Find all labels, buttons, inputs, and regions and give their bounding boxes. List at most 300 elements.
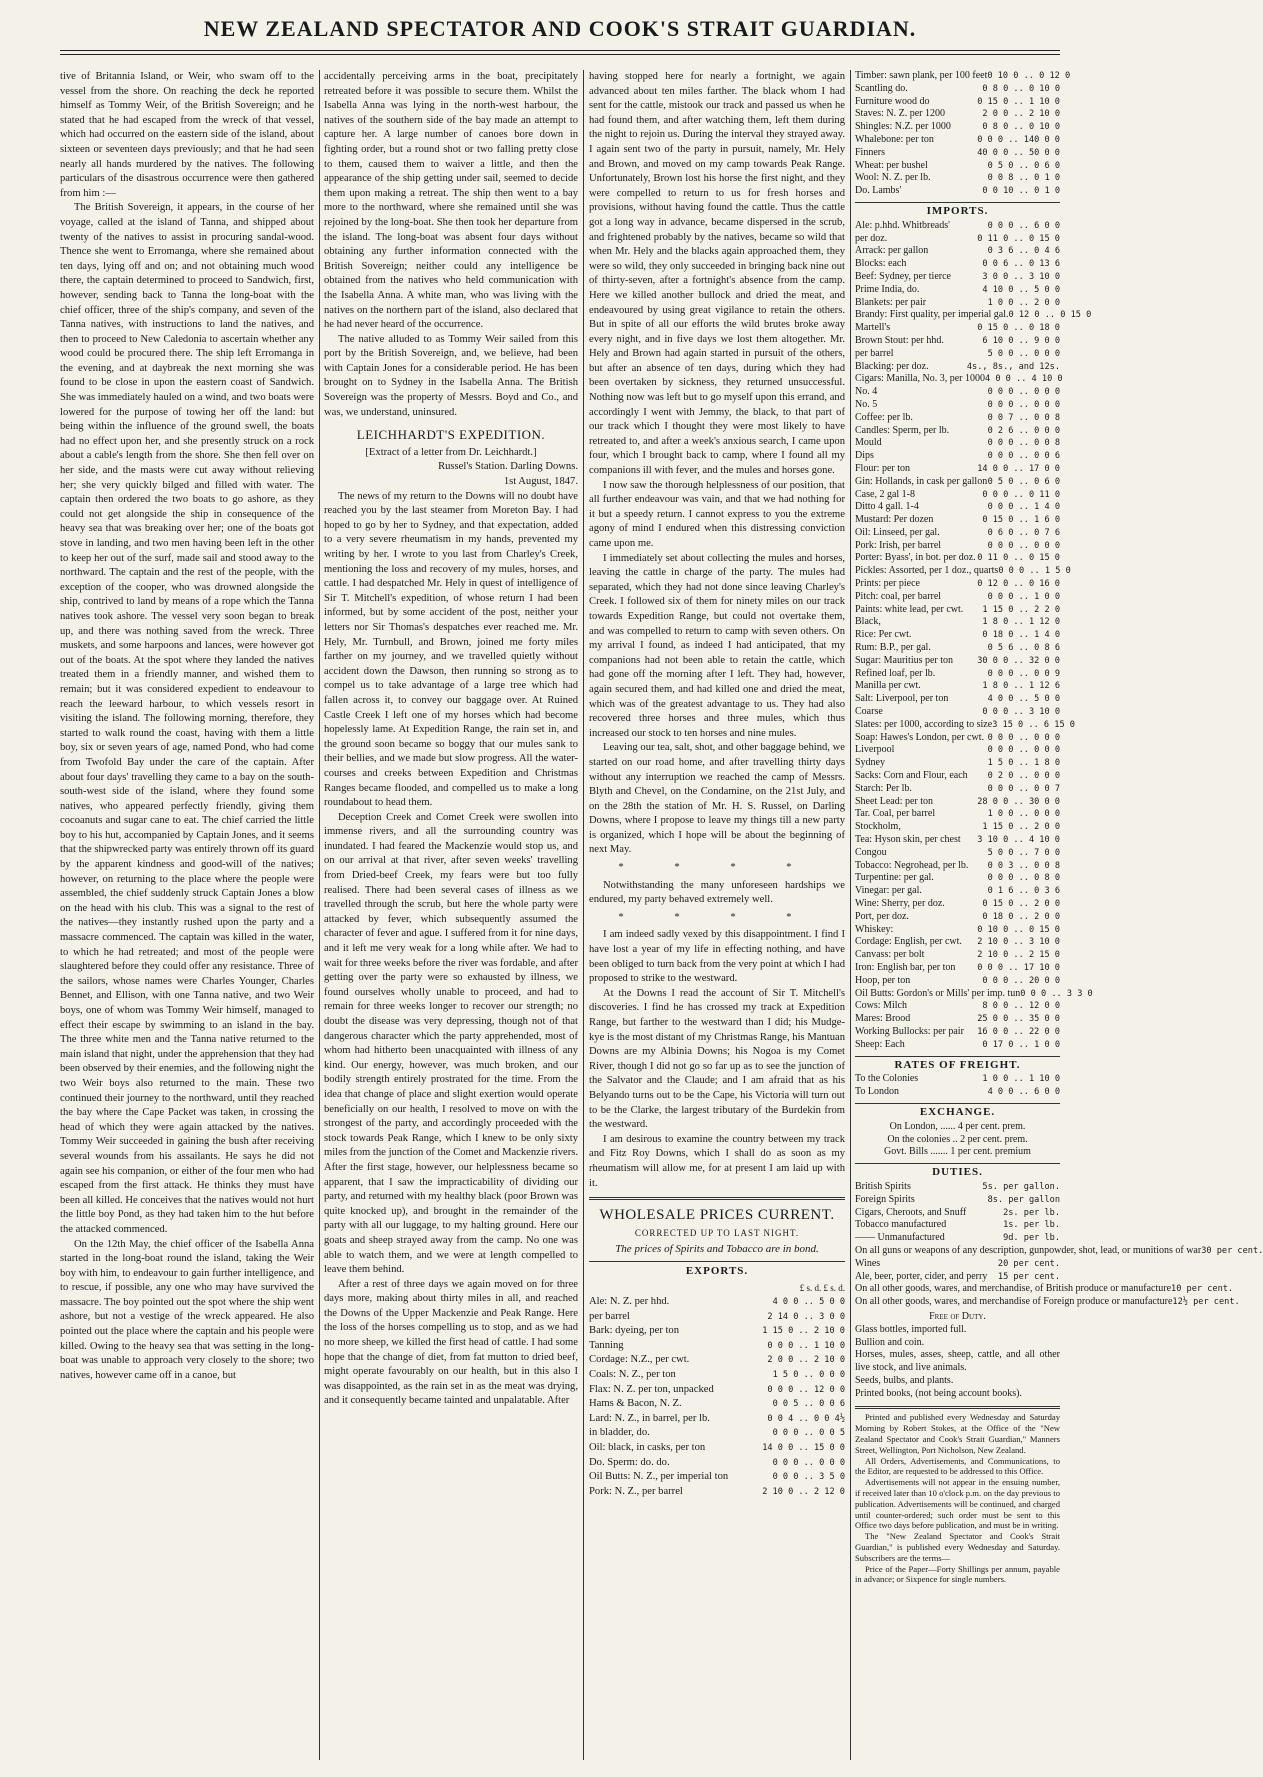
export-price-row [589,1295,845,1310]
price-value: 0 0 0 .. 140 0 0 [977,134,1060,145]
column-1 [60,70,314,1760]
price-label: Furniture wood do [855,95,930,107]
price-label: Flax: N. Z. per ton, unpacked [589,1383,714,1395]
import-price-row [855,680,1060,693]
price-value: 16 0 0 .. 22 0 0 [977,1026,1060,1037]
price-value: 4 0 0 .. 5 0 0 [987,694,1060,705]
price-label: —— Unmanufactured [855,1232,945,1244]
price-label: Coals: N. Z., per ton [589,1369,676,1381]
duty-row [855,1244,1263,1258]
price-value: 0 0 0 .. 1 0 0 [987,591,1060,602]
duty-row [855,1296,1240,1309]
export-price-row [855,134,1060,147]
import-price-row [855,425,1060,438]
exchange-heading: EXCHANGE. [855,1103,1060,1119]
price-label: Black, [855,616,881,628]
price-value: 0 15 0 .. 1 6 0 [982,515,1060,526]
import-price-row [855,693,1060,706]
price-value: 2 0 0 .. 2 10 0 [982,109,1060,120]
price-label: Wool: N. Z. per lb. [855,172,931,184]
export-price-row [855,121,1060,134]
imports-heading: IMPORTS. [855,202,1060,218]
export-price-row [589,1310,845,1325]
price-label: Soap: Hawes's London, per cwt. [855,731,984,743]
price-label: Scantling do. [855,82,908,94]
free-item: Bullion and coin. [855,1336,925,1348]
import-price-row [855,373,1063,386]
article-heading: LEICHHARDT'S EXPEDITION. [356,427,546,443]
import-price-row [855,744,1060,757]
duty-row [855,1283,1234,1296]
import-price-row [855,847,1060,860]
price-label: Refined loaf, per lb. [855,667,936,679]
exports-heading: EXPORTS. [589,1261,845,1279]
prices-divider [589,1197,845,1200]
price-label: Wine: Sherry, per doz. [855,898,945,909]
price-value: 0 15 0 .. 2 0 0 [982,899,1060,909]
price-value: 0 0 5 .. 0 0 6 [772,1399,845,1410]
price-value: 3 10 0 .. 4 10 0 [977,835,1060,846]
price-label: Pork: Irish, per barrel [855,539,942,551]
paragraph: The news of my return to the Downs will no doubt have reached you by the last steamer from Moreton Bay. I had hoped to go by her to Sydney, and that expectation, added to a very severe rheumatism in my hands, prevented my writing by her. I wrote to you last from Charley's Creek, mentioning the loss and recovery of my mules, horses, and cattle. I had despatched Mr. Hely in quest of intelligence of Sir T. Mitchell's expedition, of whose return I had been informed, but by some accident of the post, neither your letters nor Sir Thomas's despatches ever reached me. Mr. Hely, Mr. Turnbull, and Brown, joined me forty miles farther on my journey, and we travelled quietly without accident down the Dawson, then running so strong as to compel us to take advantage of a large tree which had fallen across it, to convey our baggage over. At Ruined Castle Creek I left one of my horses which had become hopelessly lame. At Expedition Range, the rain set in, and the ground soon became so boggy that our mules sank to their bellies, and we made but slow progress. All the water-courses and creeks between Expedition and Christmas Ranges became flooded, and compelled us to make a long roundabout to head them. [324,490,578,809]
export-price-row [855,160,1060,173]
price-value: 1 0 0 .. 0 0 0 [987,809,1060,820]
import-price-row [855,258,1060,271]
price-label: Arrack: per gallon [855,245,929,257]
import-price-row [855,386,1060,399]
export-price-row [855,172,1060,185]
price-value: 0 0 0 .. 0 0 9 [987,668,1060,679]
import-price-row [855,578,1060,591]
price-value: 0 0 0 .. 17 10 0 [977,962,1060,973]
price-label: Whiskey: [855,923,894,935]
freight-list [855,1073,1060,1099]
price-value: 3 0 0 .. 3 10 0 [982,271,1060,282]
price-label: Manilla per cwt. [855,680,921,692]
price-label: Mares: Brood [855,1013,911,1025]
article-note: [Extract of a letter from Dr. Leichhardt.] [365,446,537,458]
import-price-row [855,540,1060,553]
import-price-row [855,501,1060,514]
price-value: 0 2 0 .. 0 0 0 [987,771,1060,782]
price-label: Paints: white lead, per cwt. [855,603,964,615]
import-price-row [855,348,1060,361]
column-divider [583,70,584,1760]
price-value: 10 per cent. [1171,1284,1234,1295]
price-value: 4 0 0 .. 6 0 0 [987,1087,1060,1098]
price-value: 0 0 0 .. 20 0 0 [982,975,1060,986]
duties-list [855,1180,1263,1309]
price-label: Tanning [589,1339,624,1351]
paragraph: After a rest of three days we again moved on for three days more, making about thirty miles in all, and reached the Downs of the Upper Mackenzie and Peak Range. Here the loss of the horses compelling us to stop, and as we had no more sheep, we killed the first head of cattle. I had some hope that the change of diet, from fat mutton to dried beef, might operate favourably on our health, but in this also I was disappointed, as the rain set in as the meat was drying, and it consequently became tainted and unpalatable. After [324,1278,578,1407]
import-price-row [855,757,1060,770]
price-label: Port, per doz. [855,910,909,922]
section-stars: * * * * [618,911,816,923]
import-price-row [855,489,1060,502]
price-label: Pitch: coal, per barrel [855,590,942,602]
price-label: Iron: English bar, per ton [855,961,956,973]
price-label: Hoop, per ton [855,974,911,986]
price-label: Sheet Lead: per ton [855,795,934,807]
price-value: 0 10 0 .. 0 15 0 [977,924,1060,935]
price-label: Salt: Liverpool, per ton [855,693,949,705]
price-label: per barrel [855,347,894,359]
price-value: 0 0 0 .. 3 10 0 [982,707,1060,718]
price-value: 1 8 0 .. 1 12 0 [982,617,1060,628]
export-price-row [589,1441,845,1456]
import-price-row [855,885,1060,898]
price-value: 12½ per cent. [1172,1297,1240,1308]
price-label: Wheat: per bushel [855,159,928,171]
paragraph: The British Sovereign, it appears, in the course of her voyage, called at the island of Tanna, and shipped about twenty of the natives to assist in procuring sandal-wood. Thence she went to Erromanga, where she remained about ten days, lying off and on; and not obtaining much wood there, the captain determined to proceed to Sandwich, first, however, sending back to Tanna the long-boat with the chief officer, three of the ship's company, and seven of the Tanna natives, with instructions to land the natives, and then to proceed to New Caledonia to ascertain whether any wood could be procured there. The ship left Erromanga in the evening, and at daybreak the next morning she was found to be close in upon the eastern coast of Sandwich. She was immediately hauled on a wind, and two boats were lowered for the purpose of towing her off the land: but being within the influence of the ground swell, the boats had no effect upon her, and she presently struck on a rock about a cable's length from the shore. She then fell over on her side, and the masts were cut away without relieving her; she very quickly bilged and filled with water. The captain then ordered the two boats to go ashore, as they could not get alongside the ship in consequence of the heavy sea that was breaking over her; one of the boats got stove in landing, and two men having been left in the other to keep her out of the surf, made sail and stood away to the northward. The captain and the rest of the people, with the exception of the cooper, who was drowned alongside the ship, contrived to land by means of a rope which the Tanna natives took ashore. The vessel very soon began to break up, and there was nothing saved from the wreck. Three muskets, and some harpoons and lances, were however got out of the boats. At the spot where they landed the natives treated them in a friendly manner, and wished them to remain; but it was considered expedient to endeavour to reach the leeward harbour, to which vessels resort in visiting the island. The following morning, therefore, they started to walk round the coast, having with them a little boy, six or seven years of age, named Pond, who had come from Twofold Bay under the care of the captain. After about four days' travelling they came to a bay on the south-south-west side of the island, where they found some natives, who appeared perfectly friendly, giving them cocoanuts and sugar cane to eat. The chief carried the little boy to his hut, accompanied by Captain Jones, and it seems that the shipwrecked party was entirely thrown off its guard by the apparent kindness and good-will of the natives; however, on returning to the place where the people were assembled, the chief suddenly struck Captain Jones a blow on the head with his club. This was a signal to the rest of the natives—they instantly rushed upon the party and a massacre commenced. The captain was killed in the water, to which he had retreated; and most of the people were slaughtered before they could offer any resistance. Three of the sailors, whose names were Charles Younger, Charles Bennet, and Ellison, with one Tanna native, and two Weir boys, one of whom was Tommy Weir himself, managed to effect their escape by swimming to an island in the bay. The three white men and the Tanna native returned to the main island that night, under the apprehension that they had been observed by their enemies, and the following night the two Weir boys also returned to the main. These two continued their journey to the northward, until they reached the bay where the Cape Packet was taken, in crossing the head of which they were again attacked by the natives. Tommy Weir succeeded in gaining the bush after receiving several wounds from his assailants. He says he did not again see his companion, or either of the four men who had escaped from the first attack. He thinks they must have been all killed. He conceives that the natives would not hurt the little boy Pond, as they had taken him to the hut before the attacked commenced. [60,202,314,1235]
price-value: 0 0 0 .. 0 0 8 [987,438,1060,449]
import-price-row [855,706,1060,719]
price-label: Sheep: Each [855,1038,905,1050]
price-value: 9d. per lb. [1003,1233,1060,1244]
price-value: 0 0 0 .. 0 0 0 [987,540,1060,551]
imprint-line: Printed and published every Wednesday and Saturday Morning by Robert Stokes, at the Office of the "New Zealand Spectator and Cook's Strait Guardian," Manners Street, Wellington, Port Nicholson, New Zealand. [855,1412,1060,1455]
paragraph: I am indeed sadly vexed by this disappointment. I find I have lost a year of my life in effecting nothing, and have been obliged to turn back from the very point at which I had proposed to strike to the westward. [589,929,845,985]
price-label: Wines [855,1257,881,1269]
price-value: 0 0 8 .. 0 1 0 [987,173,1060,184]
freight-row [855,1086,1060,1099]
price-label: On all other goods, wares, and merchandise, of British produce or manufacture [855,1283,1172,1295]
export-price-row [589,1324,845,1339]
price-label: per barrel [589,1310,630,1322]
price-value: 0 0 0 .. 3 5 0 [772,1472,845,1483]
price-value: 1 5 0 .. 1 8 0 [987,758,1060,769]
exports-list [589,1295,845,1499]
price-label: Sydney [855,757,885,769]
price-label: Beef: Sydney, per tierce [855,270,951,282]
price-value: 0 0 0 .. 12 0 0 [767,1384,845,1395]
import-price-row [855,1039,1060,1052]
price-label: Do. Sperm: do. do. [589,1456,670,1468]
price-label: Coffee: per lb. [855,411,913,423]
price-value: 1 15 0 .. 2 2 0 [982,604,1060,615]
export-price-row [589,1339,845,1354]
paragraph: At the Downs I read the account of Sir T. Mitchell's discoveries. I find he has crossed my track at Expedition Range, but farther to the westward than I did; his Mudge-kye is the most distant of my Christmas Range, his Mantuan Downs are my Albinia Downs; his Nogoa is my Comet River, though I did not go so far up as to see the junction of the Salvator and the Claude; and I am afraid that as his Belyando turns out to be the Cape, his Victoria will turn out to be the Clarke, the largest tributary of the Burdekin from the westward. [589,987,845,1131]
price-value: 0 0 3 .. 0 0 8 [987,860,1060,871]
price-value: 0 5 0 .. 0 6 0 [987,476,1060,487]
prices-subtitle: The prices of Spirits and Tobacco are in bond. [615,1243,819,1256]
price-label: Brandy: First quality, per imperial gal. [855,309,1009,321]
price-label: Gin: Hollands, in cask per gallon [855,475,988,487]
export-price-row [855,83,1060,96]
price-label: Hams & Bacon, N. Z. [589,1398,682,1410]
price-value: 0 11 0 .. 0 15 0 [977,233,1060,244]
import-price-row [855,668,1060,681]
price-label: Sacks: Corn and Flour, each [855,770,968,782]
price-value: 15 per cent. [997,1271,1060,1282]
paragraph: The native alluded to as Tommy Weir sailed from this port by the British Sovereign, and, we believe, had been with Captain Jones for a considerable period. He has been brought on to Sydney in the Isabella Anna. The British Sovereign was the property of Messrs. Boyd and Co., and was, we understand, uninsured. [324,333,578,418]
price-label: Foreign Spirits [855,1193,915,1205]
price-value: 0 0 0 .. 1 4 0 [987,502,1060,513]
import-price-row [855,1013,1060,1026]
duty-row [855,1258,1060,1271]
price-label: To the Colonies [855,1073,919,1085]
price-value: 5 0 0 .. 0 0 0 [987,348,1060,359]
paragraph: Notwithstanding the many unforeseen hardships we endured, my party behaved extremely well. [589,879,845,906]
paragraph: Deception Creek and Comet Creek were swollen into immense rivers, and all the surrounding country was inundated. I had feared the Mackenzie would stop us, and on our arrival at that river, after seven weeks' travelling from Dried-beef Creek, my fears were but too fully realised. There had been several cases of illness as we travelled through the scrub, but here the whole party were attacked by fever, which subsequently assumed the character of fever and ague. I suffered from it for nine days, and it left me very weak for a long while after. We had to wait for three weeks before the river was fordable, and after getting over the party were so exhausted by illness, we found ourselves wholly unable to proceed, and had to remain for three weeks longer to recover our strength; no doubt the disease was very depressing, though not of that dangerous character which the party apprehended, most of whom had hitherto been unacquainted with illness of any kind. Our energy, however, was much broken, and our bodily strength entirely prostrated for the time. From the idea that change of place and slight exertion would operate beneficially on our health, I resolved to move on with the strongest of the party, and accordingly proceeded with the stock towards Peak Range, which I knew to be only sixty miles from the junction of the Comet and Mackenzie rivers. After the first stage, however, our helplessness became so apparent, that I saw the impracticability of dividing our party, and returned with my healthy black (poor Brown was quite knocked up), and brought in the remainder of the party with all our luggage, to my halting ground. Here our goats and sheep strayed away from the camp. No one was able to watch them, and we were at length compelled to leave them behind. [324,811,578,1276]
export-price-row [589,1470,845,1485]
column-4 [855,70,1263,1760]
import-price-row [855,1000,1060,1013]
price-value: 4s., 8s., and 12s. [966,361,1060,372]
price-label: Blocks: each [855,258,907,270]
import-price-row [855,463,1060,476]
import-price-row [855,476,1060,489]
import-price-row [855,962,1060,975]
free-item: Seeds, bulbs, and plants. [855,1374,954,1386]
price-value: 0 0 0 .. 1 10 0 [767,1340,845,1351]
price-label: Staves: N. Z. per 1200 [855,108,945,120]
paragraph: I am desirous to examine the country between my track and Fitz Roy Downs, which I shall do as soon as my rheumatism will allow me, for at present I am laid up with it. [589,1133,845,1189]
price-value: 1 15 0 .. 2 0 0 [982,822,1060,833]
export-price-row [855,185,1060,198]
price-label: Liverpool [855,744,895,756]
column-divider [319,70,320,1760]
price-value: 4 0 0 .. 4 10 0 [984,374,1063,385]
price-value: 14 0 0 .. 17 0 0 [977,463,1060,474]
price-label: On all guns or weapons of any description, gunpowder, shot, lead, or munitions of war [855,1244,1202,1256]
price-label: On all other goods, wares, and merchandise of Foreign produce or manufacture [855,1296,1173,1308]
price-label: Rice: Per cwt. [855,629,912,641]
price-label: Bark: dyeing, per ton [589,1325,680,1337]
export-price-row [589,1368,845,1383]
duties-heading: DUTIES. [855,1163,1060,1179]
imprint-line: The "New Zealand Spectator and Cook's Strait Guardian," is published every Wednesday and Saturday. Subscribers are the terms— [855,1531,1060,1563]
price-value: 0 0 0 .. 0 0 0 [987,399,1060,410]
duty-row [855,1232,1060,1245]
price-value: 8 0 0 .. 12 0 0 [982,1001,1060,1012]
paragraph: Leaving our tea, salt, shot, and other baggage behind, we started on our road home, and after travelling thirty days without any interruption we reached the camp of Messrs. Blyth and Chevel, on the Condamine, on the 21st July, and on the 28th the station of Mr. H. S. Russel, on Darling Downs, where I propose to leave my things till a new party is organized, which I hope will be about the beginning of next May. [589,742,845,856]
exchange-row: Govt. Bills ....... 1 per cent. premium [884,1146,1031,1158]
timber-price-list [855,70,1071,198]
price-label: Whalebone: per ton [855,133,934,145]
import-price-row [855,655,1060,668]
import-price-row [855,514,1060,527]
import-price-row [855,898,1060,911]
import-price-row [855,936,1060,949]
price-label: in bladder, do. [589,1427,650,1439]
price-label: Finners [855,146,885,158]
section-stars: * * * * [618,862,816,874]
prices-heading: WHOLESALE PRICES CURRENT. [599,1207,835,1224]
price-label: British Spirits [855,1180,911,1192]
masthead: NEW ZEALAND SPECTATOR AND COOK'S STRAIT GUARDIAN. [203,16,917,41]
duty-row [855,1219,1060,1232]
import-price-row [855,565,1071,578]
price-value: 40 0 0 .. 50 0 0 [977,147,1060,158]
price-value: 1s. per lb. [1003,1220,1060,1231]
price-label: Cordage: English, per cwt. [855,936,962,948]
import-price-row [855,399,1060,412]
export-price-row [855,147,1060,160]
paragraph: accidentally perceiving arms in the boat, precipitately retreated before it was possible to secure them. Whilst the Isabella Anna was lying in the north-west harbour, the natives of the southern side of the bay made an attempt to capture her. A large number of canoes bore down in fighting order, but a round shot or two falling pretty close to them, caused them to waiver a little, and then the appearance of the ship getting under sail, seemed to decide them upon making a retreat. The ship then went to a bay more to the northward, where she remained until she was rejoined by the long-boat. She then took her departure from the island. The long-boat was absent four days without obtaining any further information connected with the British Sovereign; neither could any intelligence be obtained from the natives who held communication with the Isabella Anna. A white man, who was living with the natives on the northern part of the island, also declared that he had never heard of the occurrence. [324,71,578,331]
price-value: 0 1 6 .. 0 3 6 [987,886,1060,897]
import-price-row [855,770,1060,783]
price-label: Oil Butts: N. Z., per imperial ton [589,1471,729,1483]
import-price-row [855,335,1060,348]
price-value: 4 0 0 .. 5 0 0 [772,1297,845,1308]
price-label: Flour: per ton [855,462,910,474]
price-label: Working Bullocks: per pair [855,1025,964,1037]
price-label: Mustard: Per dozen [855,514,934,526]
prices-corrected: CORRECTED UP TO LAST NIGHT. [634,1227,800,1238]
units-header: £ s. d. £ s. d. [799,1282,845,1293]
price-value: 2 0 0 .. 2 10 0 [767,1355,845,1366]
paragraph: On the 12th May, the chief officer of the Isabella Anna started in the long-boat round the island, taking the Weir boy with him, to endeavour to gain further intelligence, and to rescue, if possible, any one who may have survived the massacre. The boy pointed out the spot where the ship went ashore, but not a vestige of the wreck appeared. He also pointed out the place where the captain and his people were killed. Owing to the heavy sea that was setting in the long-boat was unable to approach very closely to the shore; two natives, however came off in a canoe, but [60,1238,314,1381]
paragraph: I immediately set about collecting the mules and horses, leaving the cattle in charge of the party. The mules had separated, which they had not done since leaving Charley's Creek. I followed six of them for ninety miles on our track towards Expedition Range, but could not overtake them, and was compelled to return to camp with seven others. On my arrival I found, as indeed I had anticipated, that my companions had not been able to retain the cattle, which had gone off the morning after I left. They had, however, again secured them, and had killed one and dried the meat, which was of the greatest advantage to us. They had also recovered three horses and three mules, which thus increased our stock to ten horses and nine mules. [589,552,845,739]
duty-row [855,1194,1060,1207]
price-value: 0 0 0 .. 0 11 0 [982,489,1060,500]
export-price-row [855,96,1060,109]
export-price-row [589,1426,845,1441]
price-value: 0 6 0 .. 0 7 6 [987,527,1060,538]
duty-row [855,1181,1060,1194]
price-label: Do. Lambs' [855,185,902,197]
import-price-row [855,309,1092,322]
price-value: 0 15 0 .. 1 10 0 [977,96,1060,107]
price-value: 14 0 0 .. 15 0 0 [762,1443,845,1454]
price-value: 0 0 0 .. 0 0 5 [772,1428,845,1439]
import-price-row [855,616,1060,629]
import-price-row [855,949,1060,962]
price-value: 4 10 0 .. 5 0 0 [982,284,1060,295]
import-price-row [855,233,1060,246]
price-value: 0 8 0 .. 0 10 0 [982,122,1060,133]
price-value: 2 10 0 .. 2 12 0 [762,1486,845,1497]
import-price-row [855,361,1060,374]
import-price-row [855,732,1060,745]
price-label: Dips [855,450,874,462]
price-value: 0 0 0 .. 1 5 0 [998,566,1071,577]
price-label: Martell's [855,322,891,334]
price-value: 1 0 0 .. 1 10 0 [982,1074,1060,1085]
export-price-row [589,1456,845,1471]
price-value: 28 0 0 .. 30 0 0 [977,796,1060,807]
export-price-row [855,70,1071,83]
price-label: Candles: Sperm, per lb. [855,424,950,436]
import-price-row [855,297,1060,310]
imprint-line: Price of the Paper—Forty Shillings per annum, payable in advance; or Sixpence for single numbers. [855,1563,1060,1585]
import-price-row [855,322,1060,335]
price-value: 20 per cent. [997,1258,1060,1269]
price-label: Oil: black, in casks, per ton [589,1442,706,1454]
import-price-row [855,796,1060,809]
price-value: 0 0 10 .. 0 1 0 [982,186,1060,197]
price-value: 1 0 0 .. 2 0 0 [987,297,1060,308]
import-price-row [855,987,1093,1001]
price-value: 5s. per gallon. [982,1181,1060,1192]
price-value: 0 3 6 .. 0 4 6 [987,246,1060,257]
price-label: Porter: Byass', in bot. per doz. [855,552,976,564]
price-value: 1 8 0 .. 1 12 6 [982,681,1060,692]
price-value: 0 0 0 .. 6 0 0 [987,220,1060,231]
import-price-row [855,924,1060,937]
import-price-row [855,604,1060,617]
price-label: Stockholm, [855,821,901,833]
price-value: 8s. per gallon [987,1194,1060,1205]
export-price-row [589,1383,845,1398]
price-label: per doz. [855,232,888,244]
price-label: Ale: N. Z. per hhd. [589,1296,670,1308]
export-price-row [589,1412,845,1427]
import-price-row [855,911,1060,924]
price-label: Canvass: per bolt [855,949,925,961]
freight-row [855,1073,1060,1086]
price-value: 5 0 0 .. 7 0 0 [987,847,1060,858]
price-label: Cows: Milch [855,1000,907,1012]
article-date: 1st August, 1847. [503,476,578,488]
masthead-rule-2 [60,54,1060,55]
price-value: 0 12 0 .. 0 15 0 [1008,310,1092,321]
price-value: 0 0 0 .. 0 0 6 [987,451,1060,462]
price-value: 0 0 6 .. 0 13 6 [982,259,1060,270]
import-price-row [855,808,1060,821]
price-label: Oil: Linseed, per gal. [855,526,940,538]
imprint-line: Advertisements will not appear in the ensuing number, if received later than 10 o'clock p.m. on the day previous to publication. Advertisements will be continued, and charged until counter-ordered; such order must be sent to this Office two days before publication, and must be in writing. [855,1477,1060,1531]
price-value: 0 0 4 .. 0 0 4½ [767,1413,845,1424]
price-value: 30 per cent. [1201,1245,1263,1256]
column-3 [589,70,845,1760]
price-label: Rum: B.P., per gal. [855,642,931,654]
price-label: Cigars: Manilla, No. 3, per 1000 [855,373,985,385]
price-value: 25 0 0 .. 35 0 0 [977,1014,1060,1025]
price-label: No. 5 [855,398,878,410]
price-label: Blankets: per pair [855,296,927,308]
import-price-row [855,220,1060,233]
free-item: Glass bottles, imported full. [855,1323,967,1335]
free-heading: Free of Duty. [929,1310,986,1322]
import-price-row [855,245,1060,258]
imprint-line: All Orders, Advertisements, and Communications, to the Editor, are requested to be addressed to this Office. [855,1455,1060,1477]
price-value: 0 0 0 .. 0 0 0 [987,732,1060,743]
price-label: Prime India, do. [855,283,920,295]
price-value: 2s. per lb. [1003,1207,1060,1218]
import-price-row [855,975,1060,988]
price-value: 0 18 0 .. 1 4 0 [982,630,1060,641]
import-price-row [855,629,1060,642]
price-value: 0 0 0 .. 0 0 0 [987,387,1060,398]
price-value: 2 10 0 .. 2 15 0 [977,950,1060,961]
price-value: 2 14 0 .. 3 0 0 [767,1311,845,1322]
price-label: Starch: Per lb. [855,782,912,794]
import-price-row [855,821,1060,834]
duty-row [855,1207,1060,1220]
price-value: 0 0 0 .. 0 0 7 [987,783,1060,794]
paragraph: having stopped here for nearly a fortnight, we again advanced about ten miles farther. The black whom I had sent for the cattle, mistook our track and passed us when he had found them, and after watching them, left them during the night to rejoin us. During the interval they strayed away. I again sent two of the party in pursuit, namely, Mr. Hely and Brown, and moved on my camp towards Peak Range. Unfortunately, Brown lost his horse the first night, and they were compelled to return to us for fresh horses and provisions, without having found the cattle. Thus the cattle got a long way in advance, became dispersed in the scrub, and frightened probably by the natives, became so wild that when Mr. Hely and the blacks again approached them, they were so wild, they only succeeded in bringing back nine out of thirty-seven, after a fortnight's absence from the camp. Here we killed another bullock and dried the meat, and endeavoured by using great vigilance to retain the others. But in spite of all our efforts the wild brutes broke away every night, and in five days we lost them altogether. Mr. Hely and Brown had again started in pursuit of the others, but after an absence of ten days, during which they had been overtaken by sickness, they returned unsuccessful. Nothing now was left but to go myself upon this errand, and accordingly I went with Jemmy, the black, to that part of our track which I thought they were most likely to have retreated to, and after a week's anxious search, I came upon four, which I brought back to camp, where I found all my companions ill with fever, and the mules and horses gone. [589,71,845,477]
price-value: 0 0 7 .. 0 0 8 [987,412,1060,423]
import-price-row [855,591,1060,604]
price-value: 0 2 6 .. 0 0 0 [987,425,1060,436]
paragraph: tive of Britannia Island, or Weir, who swam off to the vessel from the shore. On reaching the deck he reported himself as Tommy Weir, of the British Sovereign; and he stated that he had escaped from the wreck of that vessel, which had occurred on the eastern side of the island, about sixteen or seventeen days previously; and that he had seen nearly all hands murdered by the natives. The following particulars of the disastrous occurrence were then gathered from him :— [60,71,314,199]
price-label: Pork: N. Z., per barrel [589,1485,683,1497]
price-label: To London [855,1086,900,1098]
masthead-rule [60,50,1060,51]
price-value: 6 10 0 .. 9 0 0 [982,335,1060,346]
price-value: 0 8 0 .. 0 10 0 [982,83,1060,94]
price-label: Slates: per 1000, according to size [855,718,993,730]
price-label: Cordage: N.Z., per cwt. [589,1354,690,1366]
paragraph: I now saw the thorough helplessness of our position, that all further endeavour was vain, and that we had nothing for it but a speedy return. I cannot express to you the extreme agony of mind I endured when this distressing conviction came upon me. [589,479,845,549]
column-2 [324,70,578,1760]
price-value: 0 0 0 .. 0 0 0 [772,1457,845,1468]
export-price-row [589,1397,845,1412]
price-label: Oil Butts: Gordon's or Mills' per imp. tun [855,987,1021,999]
export-price-row [855,108,1060,121]
